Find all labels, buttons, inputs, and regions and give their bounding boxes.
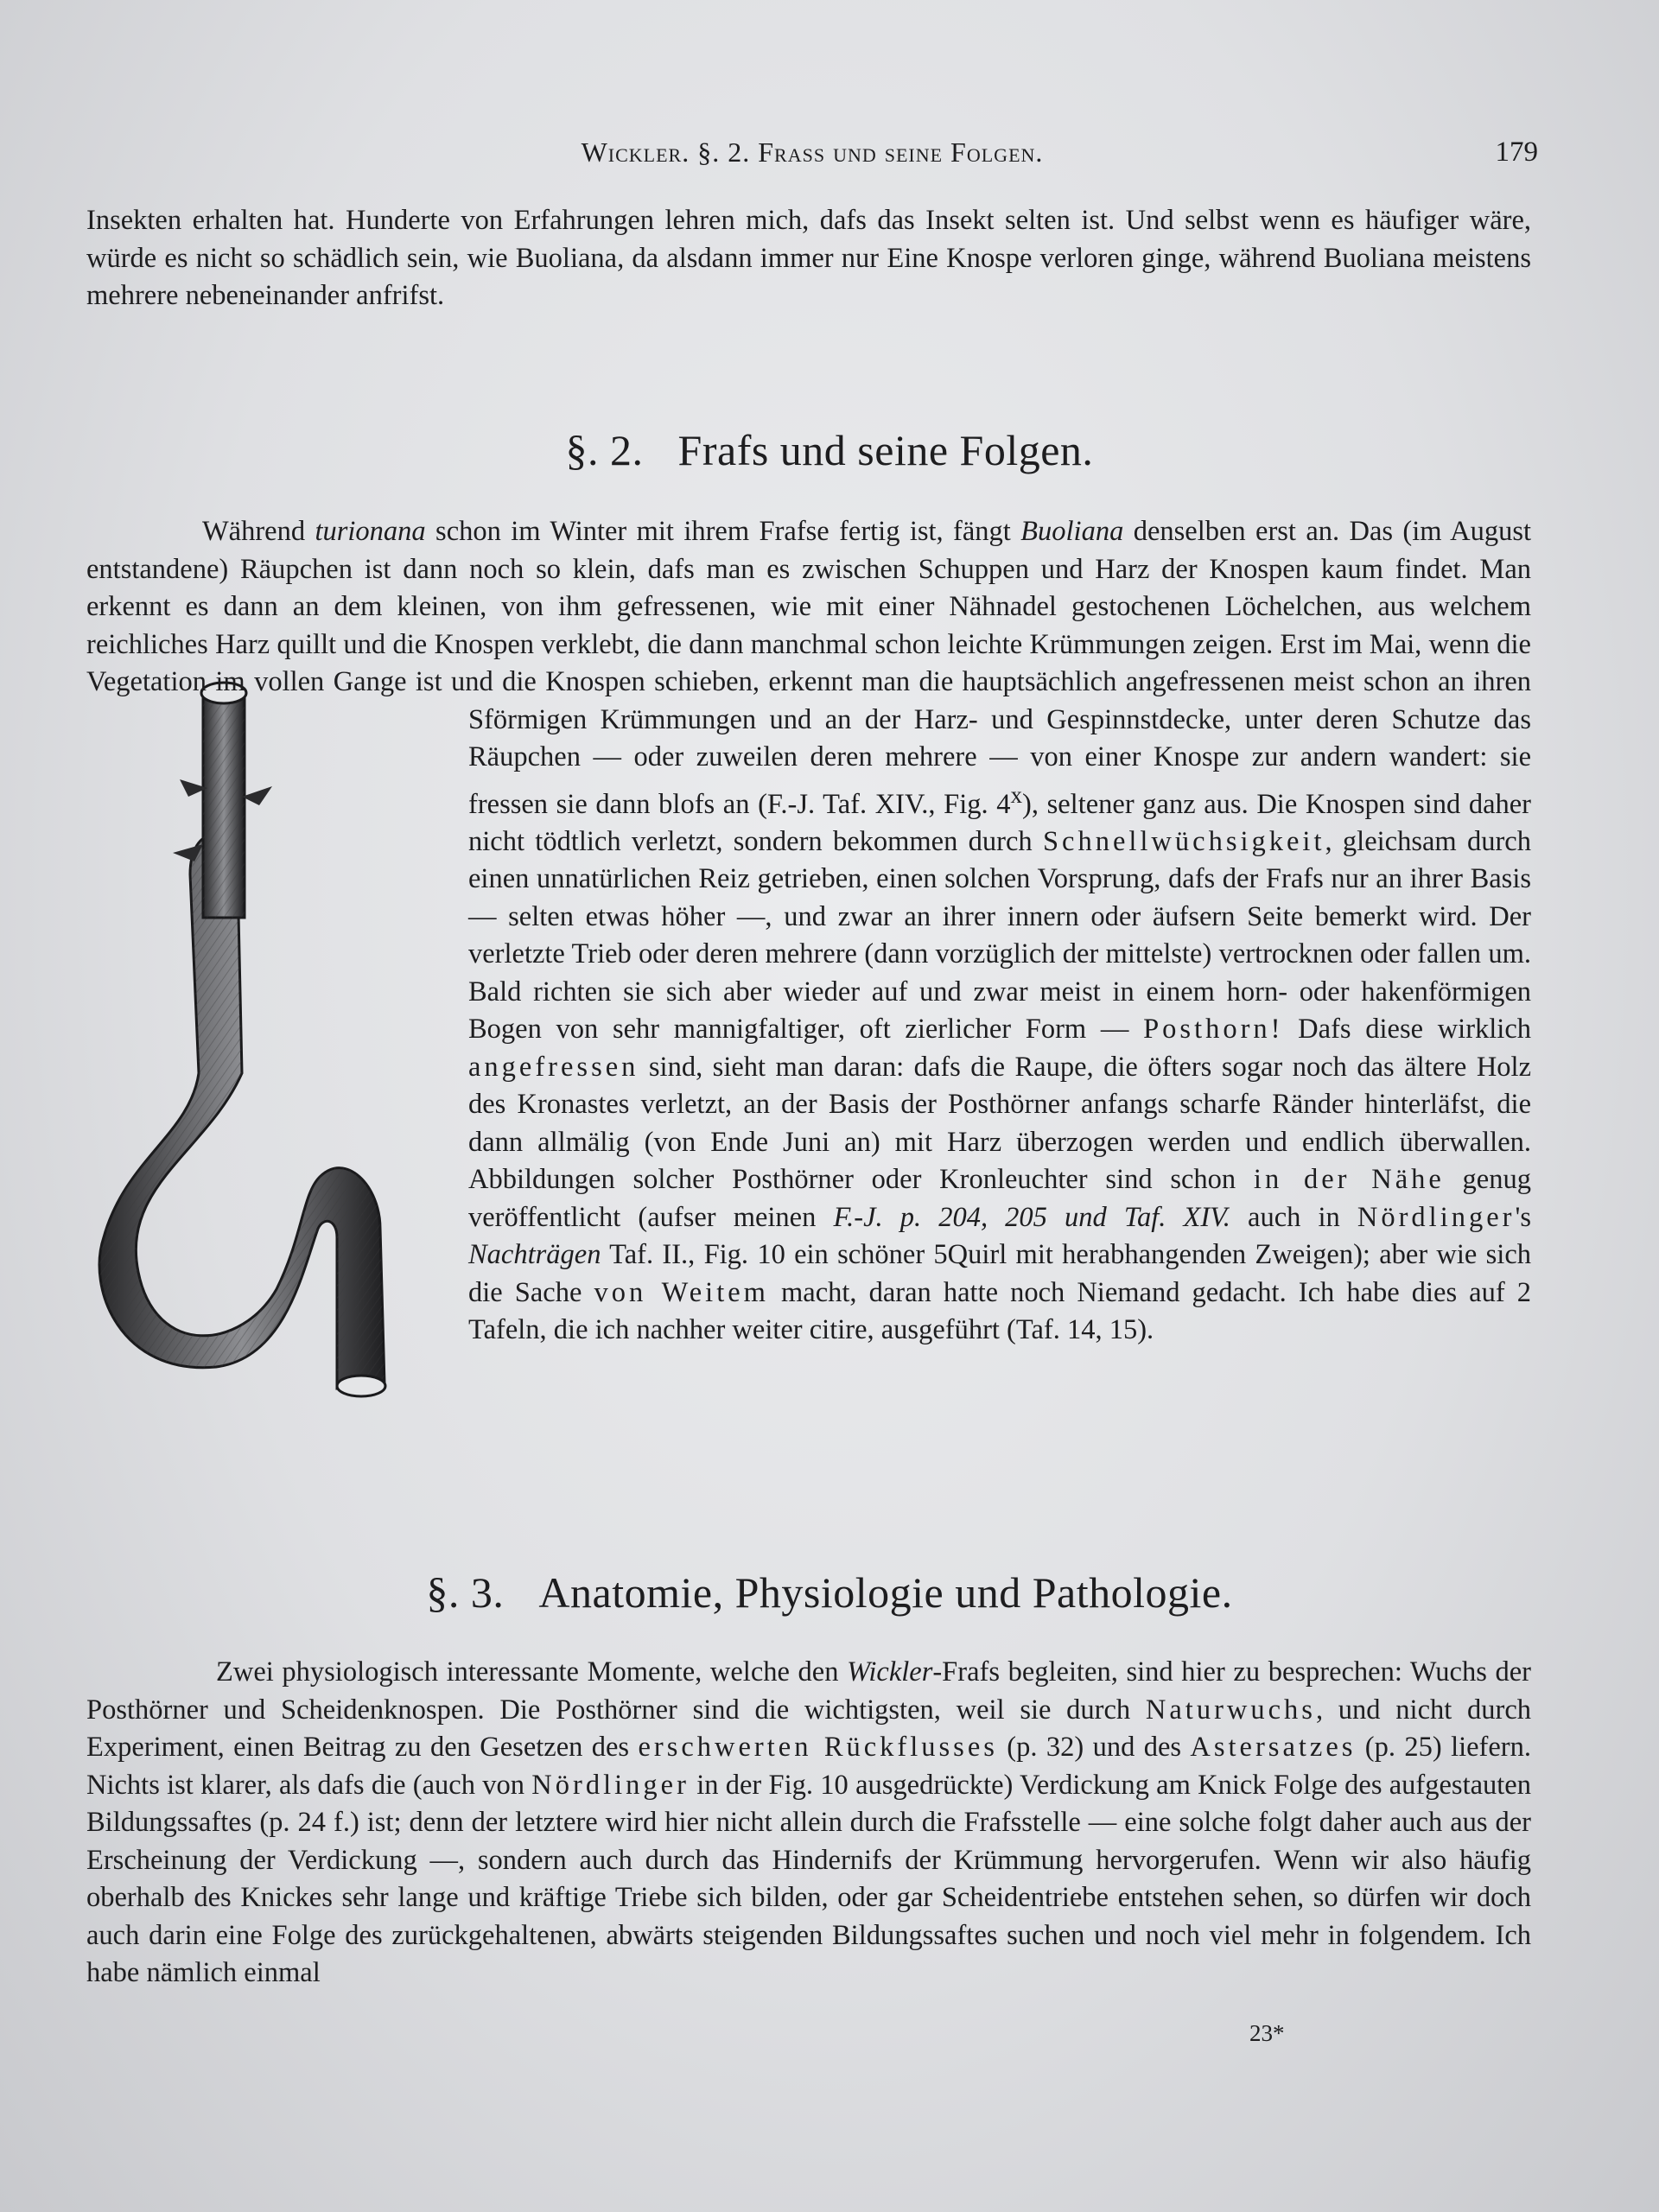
- section-3-title: Anatomie, Physiologie und Pathologie.: [538, 1568, 1233, 1617]
- section-2-title: Frafs und seine Folgen.: [677, 426, 1094, 474]
- section-2-paragraph: Während turionana schon im Winter mit ihrem Frafse fertig ist, fängt Buoliana denselben erst an. Das (im August entstandene) Räupchen ist dann noch so klein, dafs man es zwischen Schuppen und Harz der Knospen kaum findet. Man erkennt es dann an dem kleinen, von ihm gefressenen, wie mit einer Nähnadel gestochenen Löchelchen, aus welchem reichliches Harz quillt und die Knospen verklebt, die dann manchmal schon leichte Krümmungen zeigen. Erst im Mai, wenn die Vegetation im vollen Gange ist und die Knospen schieben, erkennt man die hauptsächlich angefressenen meist schon an ihren Sförmigen Krümmungen und an der Harz- und Gespinnstdecke, unter deren Schutze das Räupchen — oder zuweilen deren mehrere — von einer Knospe zur andern wandert: sie fressen sie dann blofs an (F.-J. Taf. XIV., Fig. 4$^x$), seltener ganz aus. Die Knospen sind daher nicht tödtlich verletzt, sondern bekommen durch Schnellwüchsigkeit, gleichsam durch einen unnatürlichen Reiz getrieben, einen solchen Vorsprung, dafs der Frafs nur an ihrer Basis — selten etwas höher —, und zwar an ihrer innern oder äufsern Seite bemerkt wird. Der verletzte Trieb oder deren mehrere (dann vorzüglich der mittelste) vertrocknen oder fallen um. Bald richten sie sich aber wieder auf und zwar meist in einem horn- oder hakenförmigen Bogen von sehr mannigfaltiger, oft zierlicher Form — Posthorn! Dafs diese wirklich angefressen sind, sieht man daran: dafs die Raupe, die öfters sogar noch das ältere Holz des Kronastes verletzt, an der Basis der Posthörner anfangs scharfe Ränder hinterläfst, die dann allmälig (von Ende Juni an) mit Harz überzogen werden und endlich überwallen. Abbildungen solcher Posthörner oder Kronleuchter sind schon in der Nähe genug veröffentlicht (aufser meinen F.-J. p. 204, 205 und Taf. XIV. auch in Nördlinger's Nachträgen Taf. II., Fig. 10 ein schöner 5Quirl mit herabhangenden Zweigen); aber wie sich die Sache von Weitem macht, daran hatte noch Niemand gedacht. Ich habe dies auf 2 Tafeln, die ich nachher weiter citire, ausgeführt (Taf. 14, 15).: [86, 513, 1531, 1350]
- running-header: [86, 137, 1538, 180]
- intro-paragraph: Insekten erhalten hat. Hunderte von Erfahrungen lehren mich, dafs das Insekt selten ist. Und selbst wenn es häufiger wäre, würde es nicht so schädlich sein, wie Buoliana, da alsdann immer nur Eine Knospe verloren ginge, während Buoliana meistens mehrere nebeneinander anfrifst.: [86, 205, 1531, 311]
- section-3-number: §. 3.: [426, 1568, 505, 1617]
- posthorn-drawing: [86, 667, 458, 1419]
- section-2-body: [86, 513, 1531, 1419]
- signature-mark: 23*: [1249, 2020, 1285, 2046]
- section-3-body: [86, 1654, 1531, 1993]
- section-3-heading: [0, 1567, 1659, 1618]
- section-2-number: §. 2.: [565, 426, 644, 474]
- section-2-heading: [0, 425, 1659, 475]
- posthorn-illustration: [86, 667, 458, 1419]
- running-title: Wickler. §. 2. Frass und seine Folgen.: [581, 137, 1044, 168]
- section-3-paragraph: Zwei physiologisch interessante Momente, welche den Wickler-Frafs begleiten, sind hier zu besprechen: Wuchs der Posthörner und Scheidenknospen. Die Posthörner sind die wichtigsten, weil sie durch Naturwuchs, und nicht durch Experiment, einen Beitrag zu den Gesetzen des erschwerten Rückflusses (p. 32) und des Astersatzes (p. 25) liefern. Nichts ist klarer, als dafs die (auch von Nördlinger in der Fig. 10 ausgedrückte) Verdickung am Knick Folge des aufgestauten Bildungssaftes (p. 24 f.) ist; denn der letztere wird hier nicht allein durch die Frafsstelle — eine solche folgt daher auch aus der Erscheinung der Verdickung —, sondern auch durch das Hindernifs der Krümmung hervorgerufen. Wenn wir also häufig oberhalb des Knickes sehr lange und kräftige Triebe sich bilden, oder gar Scheidentriebe entstehen sehen, so dürfen wir doch auch darin eine Folge des zurückgehaltenen, abwärts steigenden Bildungssaftes suchen und noch viel mehr in folgendem. Ich habe nämlich einmal: [86, 1656, 1532, 1988]
- page-number: 179: [1495, 137, 1538, 168]
